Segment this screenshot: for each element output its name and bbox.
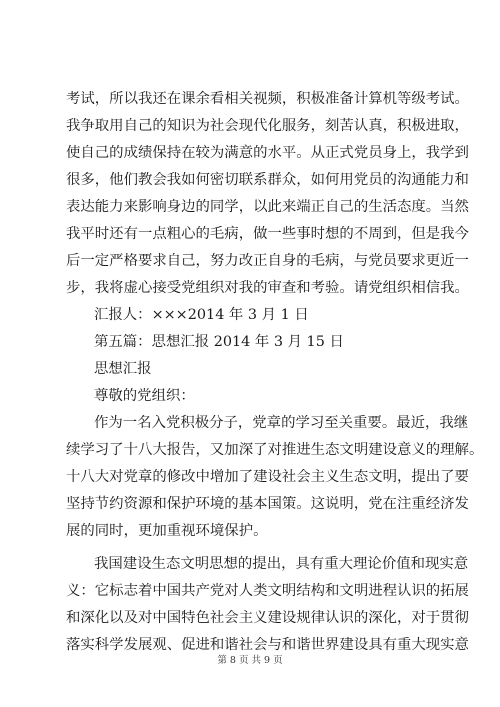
text-line: 我国建设生态文明思想的提出，具有重大理论价值和现实意: [94, 556, 469, 572]
page-number-footer: 第 8 页 共 9 页: [217, 655, 283, 666]
report-title: 思想汇报: [94, 361, 152, 377]
text-line: 十八大对党章的修改中增加了建设社会主义生态文明，提出了要: [66, 469, 469, 485]
salutation: 尊敬的党组织：: [94, 388, 195, 404]
text-line: 展的同时，更加重视环境保护。: [66, 523, 268, 539]
paragraph-2: [66, 410, 484, 545]
paragraph-3: [66, 551, 469, 659]
document-body: [66, 86, 484, 659]
paragraph-1: [66, 86, 469, 302]
text-line: 和深化以及对中国特色社会主义建设规律认识的深化，对于贯彻: [66, 610, 469, 626]
reporter-line: 汇报人：×××2014 年 3 月 1 日: [94, 307, 309, 323]
text-line: 后一定严格要求自己，努力改正自身的毛病，与党员要求更近一: [66, 253, 469, 269]
text-line: 考试，所以我还在课余看相关视频，积极准备计算机等级考试。: [66, 91, 469, 107]
text-line: 我平时还有一点粗心的毛病，做一些事时想的不周到，但是我今: [66, 226, 469, 242]
text-line: 坚持节约资源和保护环境的基本国策。这说明，党在注重经济发: [66, 496, 469, 512]
text-line: 作为一名入党积极分子，党章的学习至关重要。最近，我继: [94, 415, 469, 431]
text-line: 续学习了十八大报告，又加深了对推进生态文明建设意义的理解。: [66, 442, 484, 458]
text-line: 使自己的成绩保持在较为满意的水平。从正式党员身上，我学到: [66, 145, 469, 161]
text-line: 很多，他们教会我如何密切联系群众，如何用党员的沟通能力和: [66, 172, 469, 188]
text-line: 步，我将虚心接受党组织对我的审查和考验。请党组织相信我。: [66, 280, 469, 296]
text-line: 义：它标志着中国共产党对人类文明结构和文明进程认识的拓展: [66, 583, 469, 599]
text-line: 落实科学发展观、促进和谐社会与和谐世界建设具有重大现实意: [66, 637, 469, 653]
text-line: 表达能力来影响身边的同学，以此来端正自己的生活态度。当然: [66, 199, 469, 215]
section-heading: 第五篇：思想汇报 2014 年 3 月 15 日: [94, 334, 344, 350]
text-line: 我争取用自己的知识为社会现代化服务，刻苦认真，积极进取，: [66, 118, 469, 134]
